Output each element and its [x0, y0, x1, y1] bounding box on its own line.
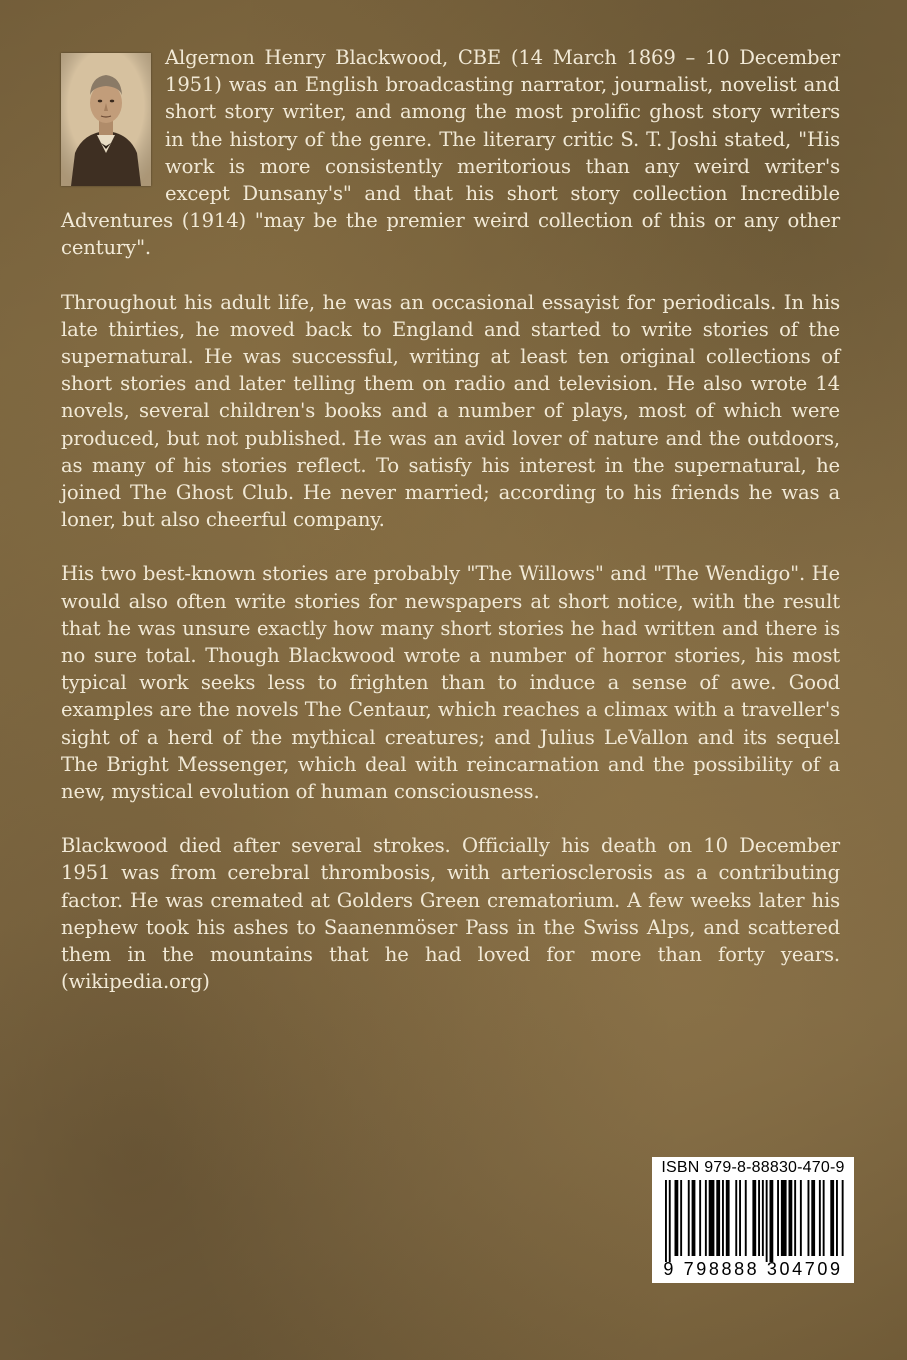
barcode-bar	[770, 1180, 774, 1262]
barcode-bar	[789, 1180, 793, 1256]
bio-paragraph-4: Blackwood died after several strokes. Officially his death on 10 December 1951 was from cerebral thrombosis, with arteriosclerosis as a contributing factor. He was cremated at Golders Green crematorium. A few weeks later his nephew took his ashes to Saanenmöser Pass in the Swiss Alps, and scattered them in the mountains that he had loved for more than forty years. (wikipedia.org)	[61, 834, 840, 994]
barcode-bar	[669, 1180, 671, 1262]
bio-paragraph-2: Throughout his adult life, he was an occasional essayist for periodicals. In his late thirties, he moved back to England and started to write stories of the supernatural. He was successful, writing at least ten original collections of short stories and later telling them on radio and television. He also wrote 14 novels, several children's books and a number of plays, most of which were produced, but not published. He was an avid lover of nature and the outdoors, as many of his stories reflect. To satisfy his interest in the supernatural, he joined The Ghost Club. He never married; according to his friends he was a loner, but also cheerful company.	[61, 290, 840, 532]
barcode-bar	[675, 1180, 679, 1256]
barcode-graphic	[661, 1180, 847, 1262]
barcode-bar	[699, 1180, 701, 1256]
barcode-bar	[692, 1180, 696, 1256]
barcode-bar	[709, 1180, 715, 1256]
barcode-bar	[739, 1180, 741, 1256]
barcode-bar	[819, 1180, 821, 1256]
bio-paragraph-1: Algernon Henry Blackwood, CBE (14 March 1869 – 10 December 1951) was an English broadcasting narrator, journalist, novelist and short story writer, and among the most prolific ghost story writers in the history of the genre. The literary critic S. T. Joshi stated, "His work is more consistently meritorious than any weird writer's except Dunsany's" and that his short story collection Incredible Adventures (1914) "may be the premier weird collection of this or any other century".	[61, 46, 840, 260]
barcode-bar	[777, 1180, 779, 1256]
barcode-bar	[665, 1180, 667, 1262]
barcode-digits: 9 798888 304709	[663, 1259, 843, 1279]
author-biography	[61, 44, 840, 1023]
author-portrait-photo	[61, 53, 151, 186]
barcode-bar	[762, 1180, 764, 1256]
isbn-label: ISBN 979-8-88830-470-9	[661, 1159, 845, 1176]
barcode-bar	[800, 1180, 802, 1256]
barcode-bar	[842, 1180, 844, 1256]
barcode-bar	[766, 1180, 768, 1262]
bio-paragraph-3: His two best-known stories are probably "The Willows" and "The Wendigo". He would also often write stories for newspapers at short notice, with the result that he was unsure exactly how many short stories he had written and there is no sure total. Though Blackwood wrote a number of horror stories, his most typical work seeks less to frighten than to induce a sense of awe. Good examples are the novels The Centaur, which reaches a climax with a traveller's sight of a herd of the mythical creatures; and Julius LeVallon and its sequel The Bright Messenger, which deal with reincarnation and the possibility of a new, mystical evolution of human consciousness.	[61, 562, 840, 804]
barcode-bar	[735, 1180, 737, 1256]
isbn-barcode-box	[652, 1157, 854, 1283]
barcode-bar	[722, 1180, 724, 1256]
barcode-bar	[794, 1180, 796, 1256]
barcode-bar	[823, 1180, 825, 1256]
barcode-bar	[781, 1180, 787, 1256]
barcode-bar	[705, 1180, 707, 1256]
barcode-bar	[688, 1180, 690, 1256]
barcode-bar	[716, 1180, 720, 1256]
barcode-bar	[830, 1180, 834, 1256]
barcode-bar	[811, 1180, 815, 1256]
barcode-bar	[726, 1180, 730, 1256]
barcode-bar	[758, 1180, 760, 1256]
barcode-bar	[745, 1180, 747, 1256]
barcode-bar	[836, 1180, 838, 1256]
barcode-bar	[680, 1180, 682, 1256]
barcode-bar	[752, 1180, 756, 1256]
barcode-bar	[808, 1180, 810, 1256]
